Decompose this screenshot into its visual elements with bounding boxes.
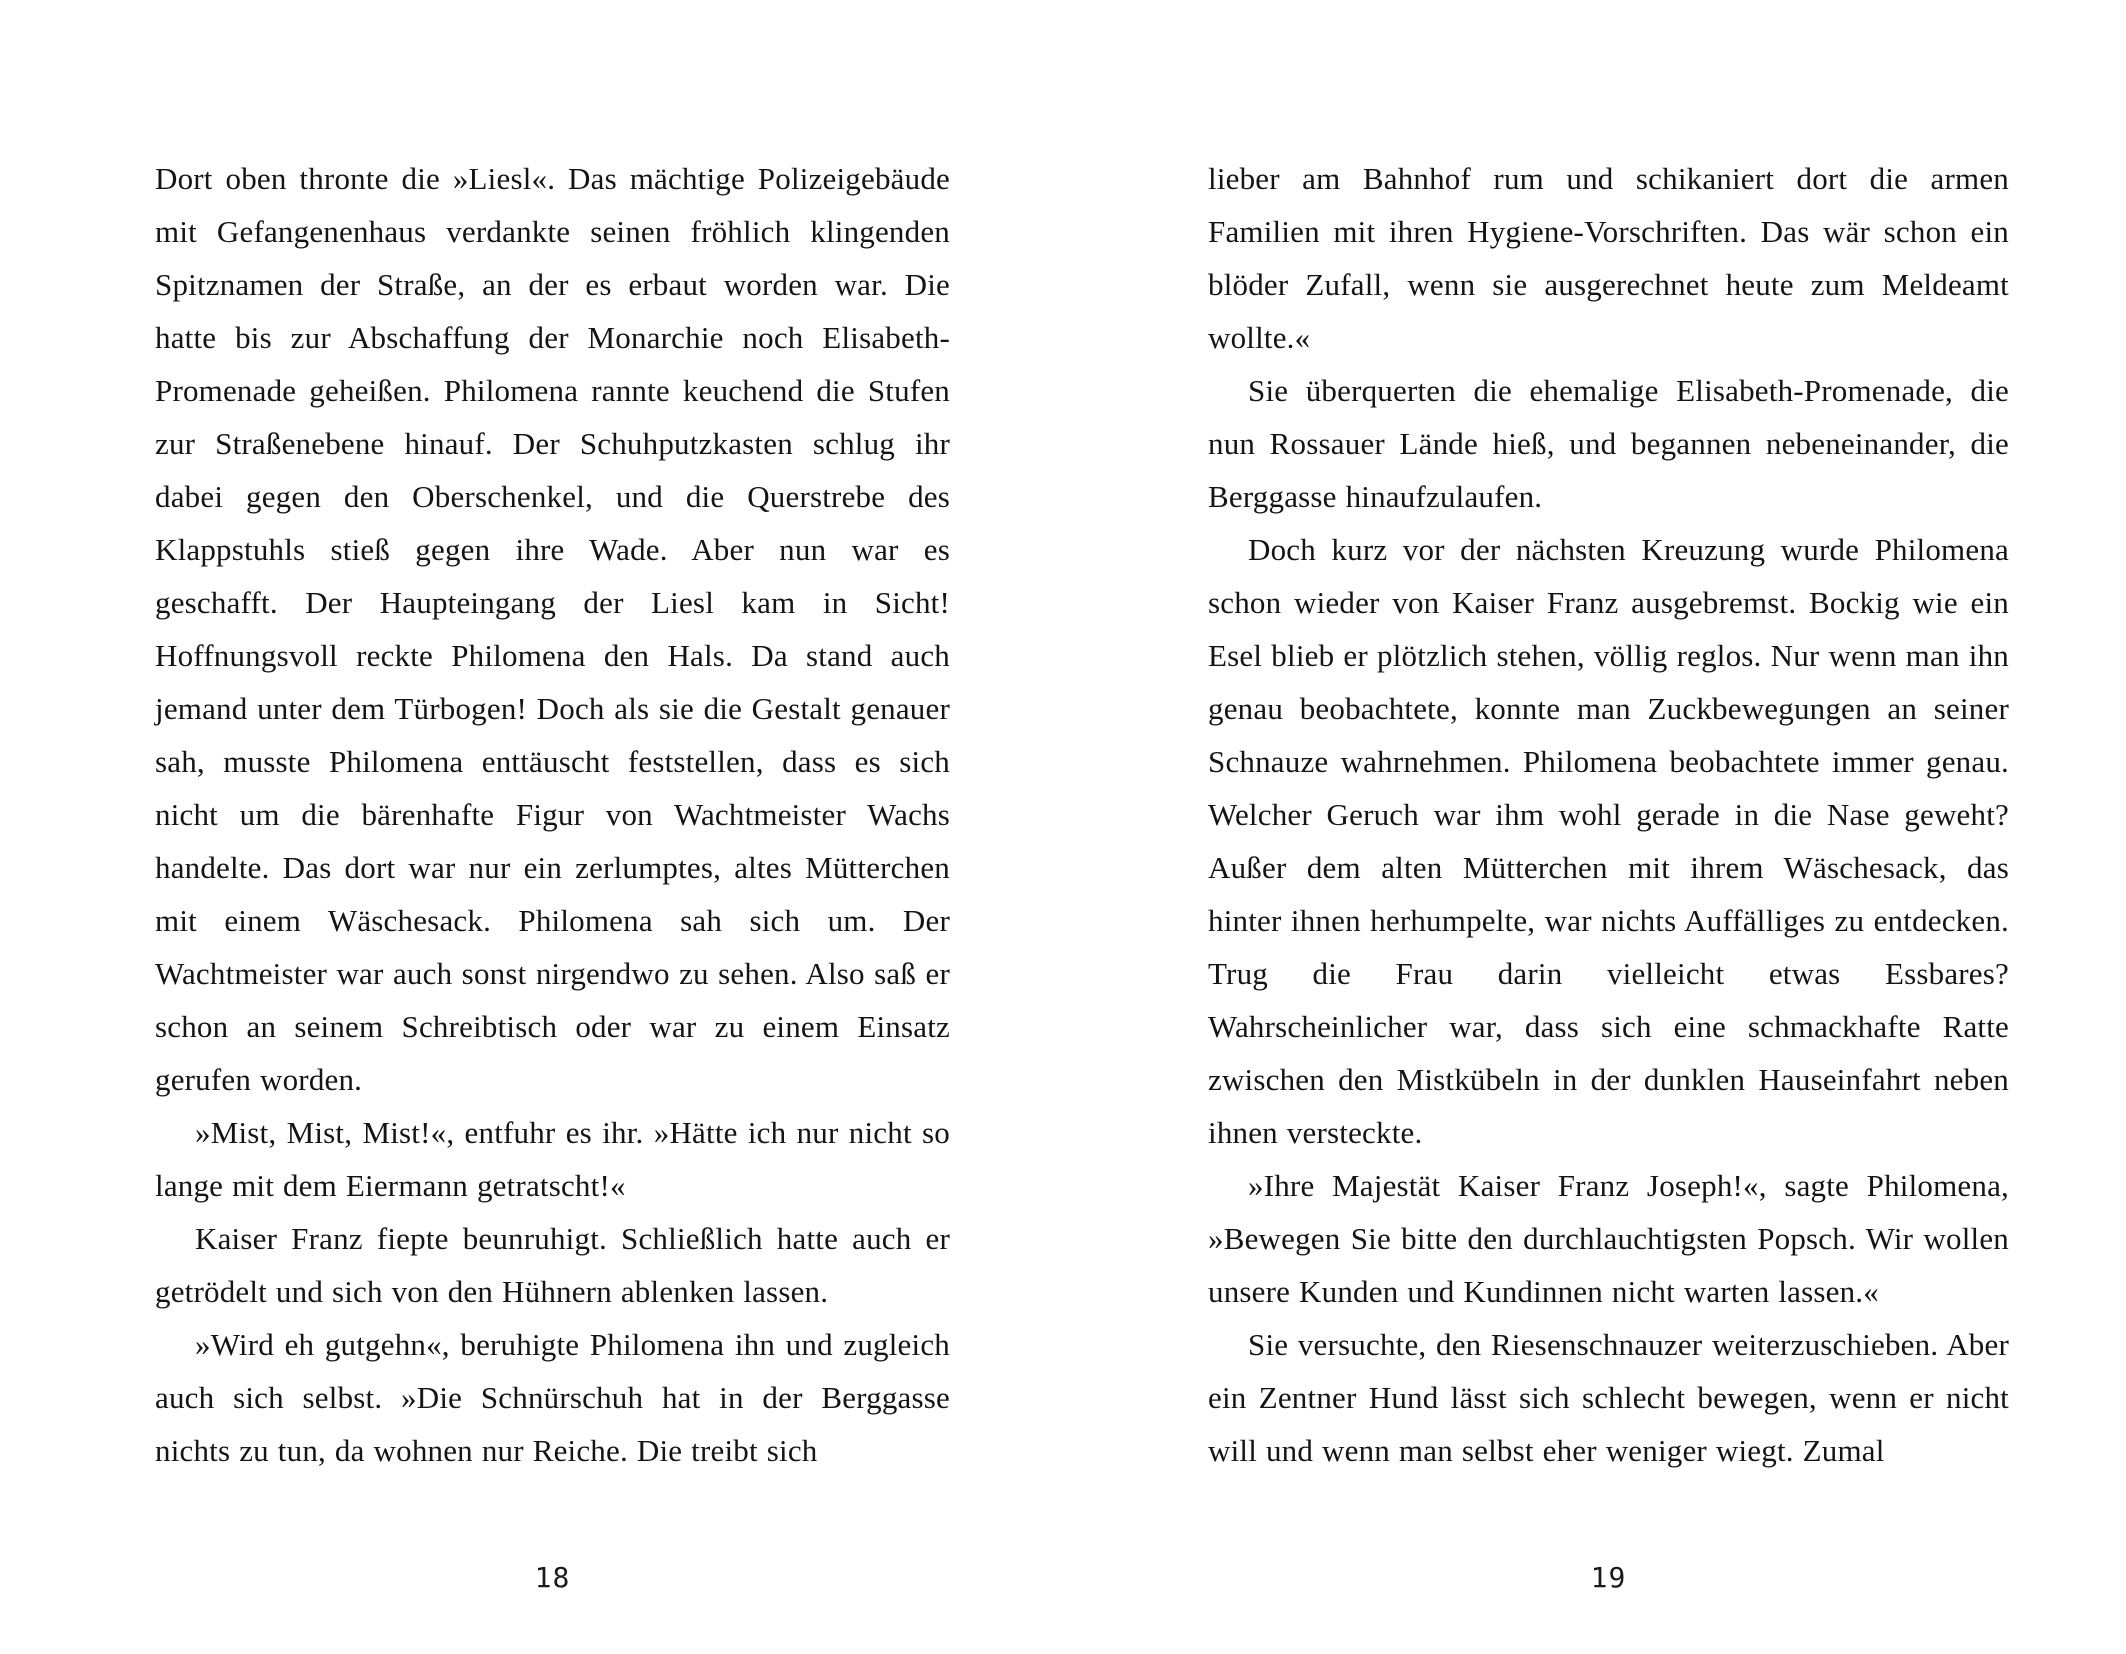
page-right: [1063, 0, 2126, 1654]
paragraph: »Mist, Mist, Mist!«, entfuhr es ihr. »Hätte ich nur nicht so lange mit dem Eiermann getratscht!«: [155, 1115, 950, 1203]
paragraph: lieber am Bahnhof rum und schikaniert dort die armen Familien mit ihren Hygiene-Vorschriften. Das wär schon ein blöder Zufall, wenn sie ausgerechnet heute zum Meldeamt wollte.«: [1208, 161, 2009, 355]
paragraph: Kaiser Franz fiepte beunruhigt. Schließlich hatte auch er getrödelt und sich von den Hühnern ablenken lassen.: [155, 1221, 950, 1309]
page-left-text-block: [155, 152, 950, 1477]
paragraph: Sie versuchte, den Riesenschnauzer weiterzuschieben. Aber ein Zentner Hund lässt sich schlecht bewegen, wenn er nicht will und wenn man selbst eher weniger wiegt. Zumal: [1208, 1327, 2009, 1468]
page-number-left: 18: [534, 1561, 571, 1594]
page-number-right: 19: [1590, 1561, 1627, 1594]
paragraph: »Ihre Majestät Kaiser Franz Joseph!«, sagte Philomena, »Bewegen Sie bitte den durchlauchtigsten Popsch. Wir wollen unsere Kunden und Kundinnen nicht warten lassen.«: [1208, 1168, 2009, 1309]
paragraph: Dort oben thronte die »Liesl«. Das mächtige Polizeigebäude mit Gefangenenhaus verdankte seinen fröhlich klingenden Spitznamen der Straße, an der es erbaut worden war. Die hatte bis zur Abschaffung der Monarchie noch Elisabeth-Promenade geheißen. Philomena rannte keuchend die Stufen zur Straßenebene hinauf. Der Schuhputzkasten schlug ihr dabei gegen den Oberschenkel, und die Querstrebe des Klappstuhls stieß gegen ihre Wade. Aber nun war es geschafft. Der Haupteingang der Liesl kam in Sicht! Hoffnungsvoll reckte Philomena den Hals. Da stand auch jemand unter dem Türbogen! Doch als sie die Gestalt genauer sah, musste Philomena enttäuscht feststellen, dass es sich nicht um die bärenhafte Figur von Wachtmeister Wachs handelte. Das dort war nur ein zerlumptes, altes Mütterchen mit einem Wäschesack. Philomena sah sich um. Der Wachtmeister war auch sonst nirgendwo zu sehen. Also saß er schon an seinem Schreibtisch oder war zu einem Einsatz gerufen worden.: [155, 161, 950, 1097]
paragraph: Sie überquerten die ehemalige Elisabeth-Promenade, die nun Rossauer Lände hieß, und begannen nebeneinander, die Berggasse hinaufzulaufen.: [1208, 373, 2009, 514]
paragraph: Doch kurz vor der nächsten Kreuzung wurde Philomena schon wieder von Kaiser Franz ausgebremst. Bockig wie ein Esel blieb er plötzlich stehen, völlig reglos. Nur wenn man ihn genau beobachtete, konnte man Zuckbewegungen an seiner Schnauze wahrnehmen. Philomena beobachtete immer genau. Welcher Geruch war ihm wohl gerade in die Nase geweht? Außer dem alten Mütterchen mit ihrem Wäschesack, das hinter ihnen herhumpelte, war nichts Auffälliges zu entdecken. Trug die Frau darin vielleicht etwas Essbares? Wahrscheinlicher war, dass sich eine schmackhafte Ratte zwischen den Mistkübeln in der dunklen Hauseinfahrt neben ihnen versteckte.: [1208, 532, 2009, 1150]
paragraph: »Wird eh gutgehn«, beruhigte Philomena ihn und zugleich auch sich selbst. »Die Schnürschuh hat in der Berggasse nichts zu tun, da wohnen nur Reiche. Die treibt sich: [155, 1327, 950, 1468]
page-right-text-block: [1208, 152, 2009, 1477]
